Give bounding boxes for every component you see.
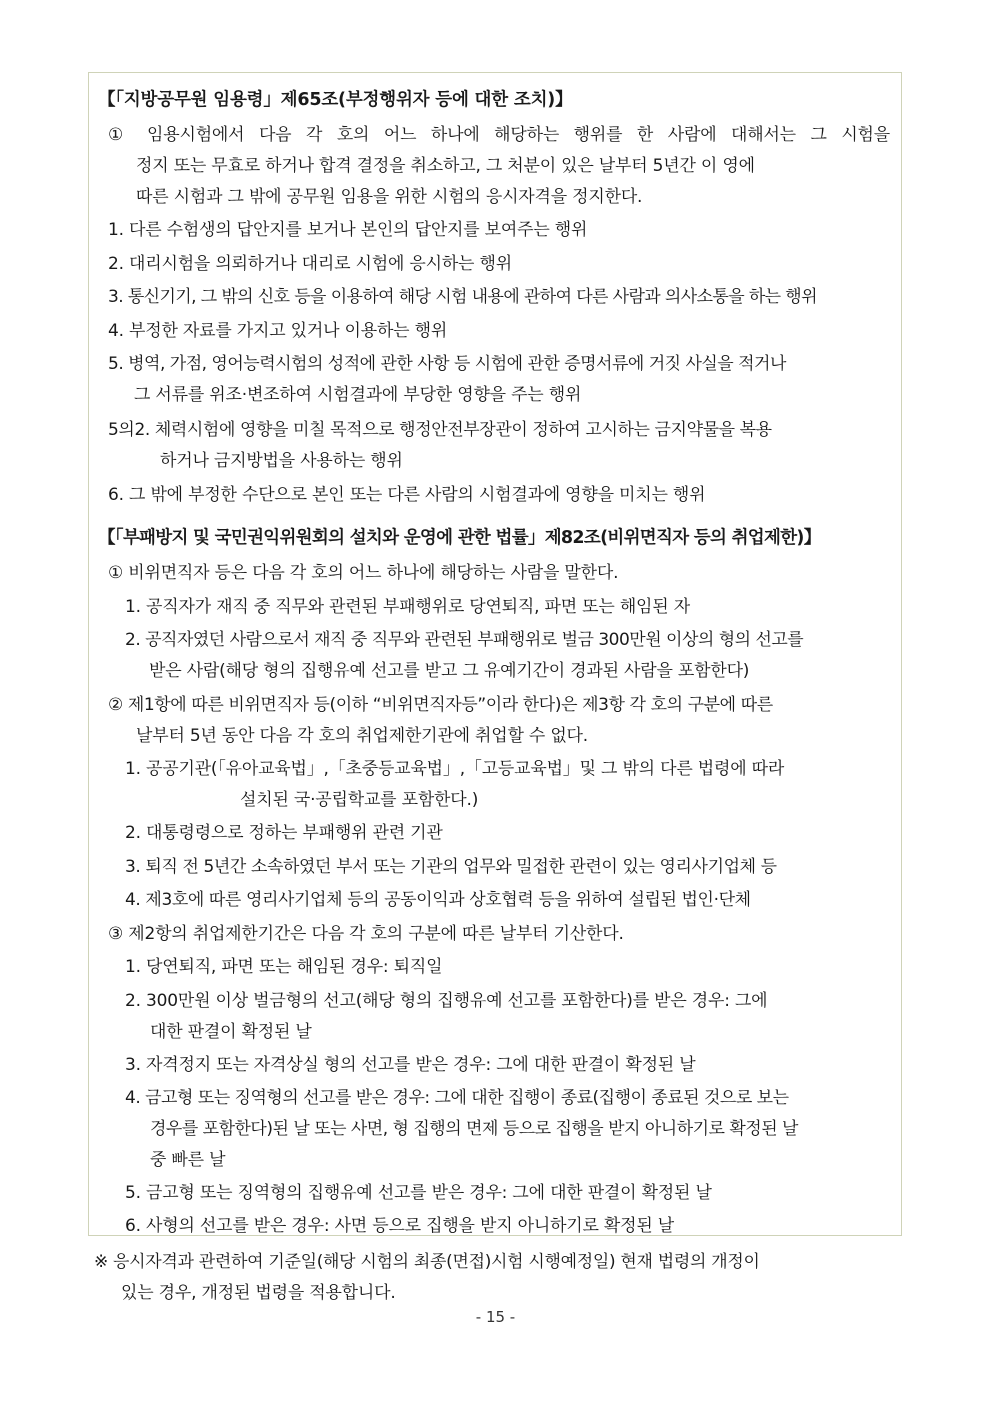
section1-para1-line3: 따른 시험과 그 밖에 공무원 임용을 위한 시험의 응시자격을 정지한다. (136, 187, 643, 207)
section2-para3-item4-line3: 중 빠른 날 (150, 1150, 226, 1170)
section1-item5-2-line2: 하거나 금지방법을 사용하는 행위 (160, 451, 403, 471)
section2-para2-item3: 3. 퇴직 전 5년간 소속하였던 부서 또는 기관의 업무와 밀접한 관련이 있는 영리사기업체 등 (125, 857, 777, 877)
section2-para2-line1: ② 제1항에 따른 비위면직자 등(이하 “비위면직자등”이라 한다)은 제3항 각 호의 구분에 따른 (108, 695, 773, 715)
section1-item6: 6. 그 밖에 부정한 수단으로 본인 또는 다른 사람의 시험결과에 영향을 미치는 행위 (108, 485, 706, 505)
section2-para1-item2-line1: 2. 공직자였던 사람으로서 재직 중 직무와 관련된 부패행위로 벌금 300만원 이상의 형의 선고를 (125, 630, 804, 650)
section2-para3-item4-line2: 경우를 포함한다)된 날 또는 사면, 형 집행의 면제 등으로 집행을 받지 아니하기로 확정된 날 (150, 1119, 798, 1139)
section1-item5-line1: 5. 병역, 가점, 영어능력시험의 성적에 관한 사항 등 시험에 관한 증명서류에 거짓 사실을 적거나 (108, 354, 786, 374)
section1-item5-2-line1: 5의2. 체력시험에 영향을 미칠 목적으로 행정안전부장관이 정하여 고시하는 금지약물을 복용 (108, 420, 772, 440)
section1-item4: 4. 부정한 자료를 가지고 있거나 이용하는 행위 (108, 321, 448, 341)
section2-para2-item2: 2. 대통령령으로 정하는 부패행위 관련 기관 (125, 823, 443, 843)
section1-para1-line1: ① 임용시험에서 다음 각 호의 어느 하나에 해당하는 행위를 한 사람에 대해서는 그 시험을 (108, 125, 890, 145)
section2-para2-item1-line1: 1. 공공기관(「유아교육법」,「초중등교육법」,「고등교육법」및 그 밖의 다른 법령에 따라 (125, 759, 785, 779)
section2-heading: 【「부패방지 및 국민권익위원회의 설치와 운영에 관한 법률」제82조(비위면직자 등의 취업제한)】 (98, 528, 821, 548)
section2-para2-line2: 날부터 5년 동안 다음 각 호의 취업제한기관에 취업할 수 없다. (136, 726, 588, 746)
section1-heading: 【「지방공무원 임용령」제65조(부정행위자 등에 대한 조치)】 (98, 90, 573, 110)
section2-para2-item4: 4. 제3호에 따른 영리사기업체 등의 공동이익과 상호협력 등을 위하여 설립된 법인·단체 (125, 890, 751, 910)
section2-para1: ① 비위면직자 등은 다음 각 호의 어느 하나에 해당하는 사람을 말한다. (108, 563, 619, 583)
page-number: - 15 - (475, 1308, 516, 1326)
section2-para3-item5: 5. 금고형 또는 징역형의 집행유예 선고를 받은 경우: 그에 대한 판결이 확정된 날 (125, 1183, 712, 1203)
section2-para3-item1: 1. 당연퇴직, 파면 또는 해임된 경우: 퇴직일 (125, 957, 443, 977)
section2-para3-item3: 3. 자격정지 또는 자격상실 형의 선고를 받은 경우: 그에 대한 판결이 확정된 날 (125, 1055, 696, 1075)
section2-para3-item2-line1: 2. 300만원 이상 벌금형의 선고(해당 형의 집행유예 선고를 포함한다)를 받은 경우: 그에 (125, 991, 768, 1011)
note-line2: 있는 경우, 개정된 법령을 적용합니다. (121, 1283, 396, 1303)
section2-para1-item1: 1. 공직자가 재직 중 직무와 관련된 부패행위로 당연퇴직, 파면 또는 해임된 자 (125, 597, 690, 617)
section2-para3: ③ 제2항의 취업제한기간은 다음 각 호의 구분에 따른 날부터 기산한다. (108, 924, 624, 944)
section2-para3-item6: 6. 사형의 선고를 받은 경우: 사면 등으로 집행을 받지 아니하기로 확정된 날 (125, 1216, 675, 1236)
section2-para2-item1-line2: 설치된 국·공립학교를 포함한다.) (240, 790, 479, 810)
section1-item3: 3. 통신기기, 그 밖의 신호 등을 이용하여 해당 시험 내용에 관하여 다른 사람과 의사소통을 하는 행위 (108, 287, 817, 307)
section1-para1-line2: 정지 또는 무효로 하거나 합격 결정을 취소하고, 그 처분이 있은 날부터 5년간 이 영에 (136, 156, 755, 176)
section1-item2: 2. 대리시험을 의뢰하거나 대리로 시험에 응시하는 행위 (108, 254, 512, 274)
section1-item1: 1. 다른 수험생의 답안지를 보거나 본인의 답안지를 보여주는 행위 (108, 220, 588, 240)
section2-para3-item2-line2: 대한 판결이 확정된 날 (150, 1022, 312, 1042)
section2-para1-item2-line2: 받은 사람(해당 형의 집행유예 선고를 받고 그 유예기간이 경과된 사람을 포함한다) (149, 661, 750, 681)
note-line1: ※ 응시자격과 관련하여 기준일(해당 시험의 최종(면접)시험 시행예정일) 현재 법령의 개정이 (94, 1252, 760, 1272)
section1-item5-line2: 그 서류를 위조·변조하여 시험결과에 부당한 영향을 주는 행위 (134, 385, 582, 405)
section2-para3-item4-line1: 4. 금고형 또는 징역형의 선고를 받은 경우: 그에 대한 집행이 종료(집행이 종료된 것으로 보는 (125, 1088, 789, 1108)
